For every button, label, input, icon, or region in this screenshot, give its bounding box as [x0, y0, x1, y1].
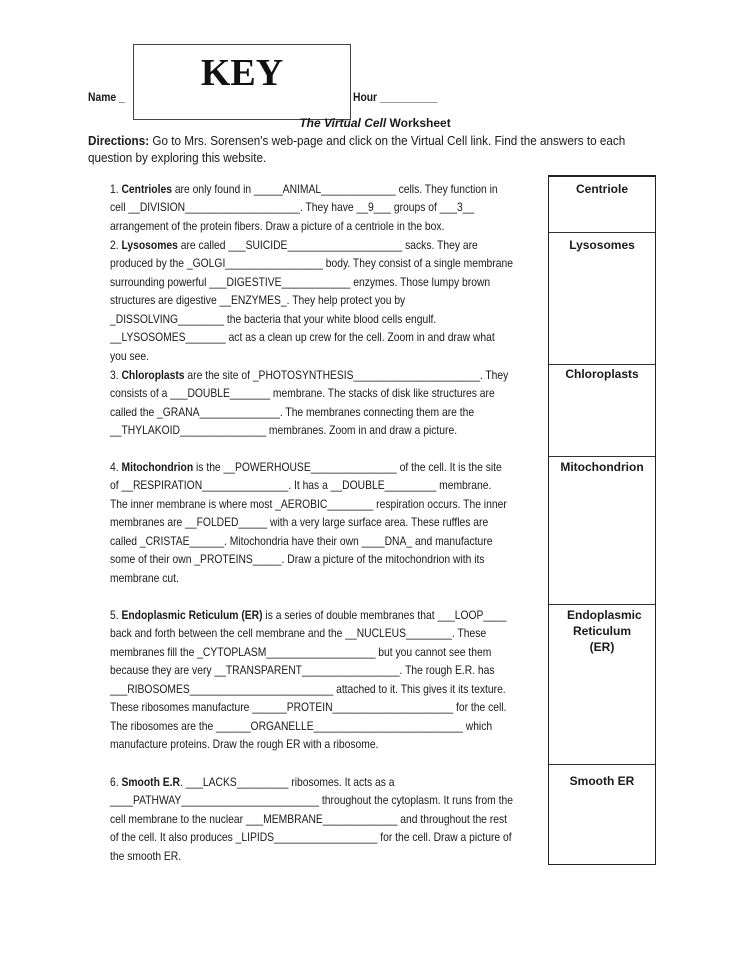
question-3-line	[110, 405, 474, 419]
question-2-line	[110, 349, 149, 363]
question-4-line	[110, 552, 485, 566]
question-1-line	[110, 219, 444, 233]
question-text: are the site of _PHOTOSYNTHESIS______________________. They	[184, 368, 509, 382]
question-4-line	[110, 497, 507, 511]
box-label-smooth-er: Smooth ER	[569, 774, 635, 788]
question-text: produced by the _GOLGI_________________ body. They consist of a single membrane	[110, 256, 513, 271]
question-2-line	[110, 293, 405, 307]
question-6-line	[110, 830, 512, 844]
question-5-line	[110, 663, 495, 677]
question-2-line	[110, 256, 513, 270]
box-label-lysosomes: Lysosomes	[569, 238, 635, 252]
question-2-line	[110, 238, 478, 252]
question-text: 3.	[110, 368, 122, 382]
question-text: called _CRISTAE______. Mitochondria have their own ____DNA_ and manufacture	[110, 533, 493, 548]
divider	[549, 764, 655, 765]
question-text: cell membrane to the nuclear ___MEMBRANE_____________ and throughout the rest	[110, 811, 507, 826]
question-4-line	[110, 515, 488, 529]
question-6-line	[110, 849, 181, 863]
box-label-mitochondrion: Mitochondrion	[560, 460, 644, 474]
question-text: are only found in _____ANIMAL_____________ cells. They function in	[171, 182, 498, 196]
question-2-line	[110, 312, 436, 326]
question-text: __LYSOSOMES_______ act as a clean up crew for the cell. Zoom in and draw what	[110, 330, 495, 345]
drawing-boxes	[548, 175, 656, 865]
question-text: 4.	[110, 460, 122, 474]
question-text: of the cell. It also produces _LIPIDS__________________ for the cell. Draw a picture of	[110, 830, 512, 845]
title-italic: The Virtual Cell	[299, 116, 387, 130]
question-text: surrounding powerful ___DIGESTIVE____________ enzymes. Those lumpy brown	[110, 274, 491, 289]
title-rest: Worksheet	[386, 116, 451, 130]
question-text: These ribosomes manufacture ______PROTEIN_____________________ for the cell.	[110, 700, 507, 715]
organelle-term: Smooth E.R	[121, 775, 180, 789]
question-text: ____PATHWAY________________________ throughout the cytoplasm. It runs from the	[110, 793, 513, 808]
question-text: 1.	[110, 182, 122, 196]
question-2-line	[110, 330, 495, 344]
question-text: some of their own _PROTEINS_____. Draw a picture of the mitochondrion with its	[110, 552, 485, 567]
question-text: arrangement of the protein fibers. Draw a picture of a centriole in the box.	[110, 218, 445, 233]
question-3-line	[110, 368, 508, 382]
question-1-line	[110, 200, 474, 214]
question-text: __THYLAKOID_______________ membranes. Zoom in and draw a picture.	[110, 423, 458, 438]
organelle-term: Chloroplasts	[121, 368, 185, 382]
divider	[549, 456, 655, 457]
question-text: of __RESPIRATION_______________. It has a __DOUBLE_________ membrane.	[110, 478, 492, 493]
question-text: membranes fill the _CYTOPLASM___________________ but you cannot see them	[110, 644, 492, 659]
question-text: cell __DIVISION____________________. They have __9___ groups of ___3__	[110, 200, 475, 215]
question-text: because they are very __TRANSPARENT_________________. The rough E.R. has	[110, 663, 495, 678]
hour-field-label: Hour __________	[353, 90, 438, 104]
divider	[549, 604, 655, 605]
question-5-line	[110, 737, 378, 751]
question-4-line	[110, 460, 502, 474]
divider	[549, 364, 655, 365]
question-5-line	[110, 608, 506, 622]
divider	[549, 232, 655, 233]
box-label-centriole: Centriole	[575, 182, 628, 196]
question-text: called the _GRANA______________. The membranes connecting them are the	[110, 404, 475, 419]
box-label-chloroplasts: Chloroplasts	[565, 367, 639, 381]
question-text: back and forth between the cell membrane and the __NUCLEUS________. These	[110, 626, 487, 641]
question-text: consists of a ___DOUBLE_______ membrane. The stacks of disk like structures are	[110, 386, 495, 401]
directions-text: Go to Mrs. Sorensen's web-page and click on the Virtual Cell link. Find the answers to each	[149, 133, 626, 148]
question-4-line	[110, 571, 179, 585]
question-text: 2.	[110, 238, 122, 252]
question-text: is the __POWERHOUSE_______________ of the cell. It is the site	[193, 460, 502, 474]
directions-label: Directions:	[88, 133, 150, 148]
question-text: are called ___SUICIDE____________________ sacks. They are	[177, 238, 478, 252]
question-text: . ___LACKS_________ ribosomes. It acts as a	[179, 775, 395, 789]
question-5-line	[110, 719, 492, 733]
organelle-term: Centrioles	[121, 182, 172, 196]
question-5-line	[110, 682, 506, 696]
question-text: membrane cut.	[110, 570, 179, 585]
question-text: The ribosomes are the ______ORGANELLE__________________________ which	[110, 718, 493, 733]
question-4-line	[110, 478, 491, 492]
question-text: 5.	[110, 608, 122, 622]
question-4-line	[110, 534, 492, 548]
question-text: you see.	[110, 348, 150, 363]
question-text: _DISSOLVING________ the bacteria that your white blood cells engulf.	[110, 311, 437, 326]
question-3-line	[110, 423, 457, 437]
question-text: membranes are __FOLDED_____ with a very large surface area. These ruffles are	[110, 515, 489, 530]
question-text: structures are digestive __ENZYMES_. They help protect you by	[110, 293, 406, 308]
question-text: ___RIBOSOMES_________________________ attached to it. This gives it its texture.	[110, 681, 506, 696]
organelle-term: Mitochondrion	[121, 460, 194, 474]
organelle-term: Lysosomes	[121, 238, 178, 252]
question-text: the smooth ER.	[110, 848, 182, 863]
directions-line-2: question by exploring this website.	[88, 150, 267, 165]
question-text: manufacture proteins. Draw the rough ER with a ribosome.	[110, 737, 379, 752]
question-6-line	[110, 812, 507, 826]
question-text: The inner membrane is where most _AEROBIC________ respiration occurs. The inner	[110, 496, 507, 511]
question-6-line	[110, 793, 513, 807]
directions	[88, 133, 625, 148]
question-1-line	[110, 182, 498, 196]
worksheet-title	[0, 116, 750, 130]
question-text: 6.	[110, 775, 122, 789]
question-text: is a series of double membranes that ___LOOP____	[262, 608, 507, 622]
question-5-line	[110, 626, 486, 640]
question-5-line	[110, 700, 506, 714]
question-3-line	[110, 386, 495, 400]
key-stamp-box	[133, 44, 351, 120]
box-label-er: Endoplasmic Reticulum (ER)	[567, 608, 642, 654]
question-5-line	[110, 645, 491, 659]
name-field-label: Name _	[88, 90, 125, 104]
question-2-line	[110, 275, 490, 289]
organelle-term: Endoplasmic Reticulum (ER)	[121, 608, 263, 622]
question-6-line	[110, 775, 395, 789]
key-stamp: KEY	[200, 52, 284, 94]
